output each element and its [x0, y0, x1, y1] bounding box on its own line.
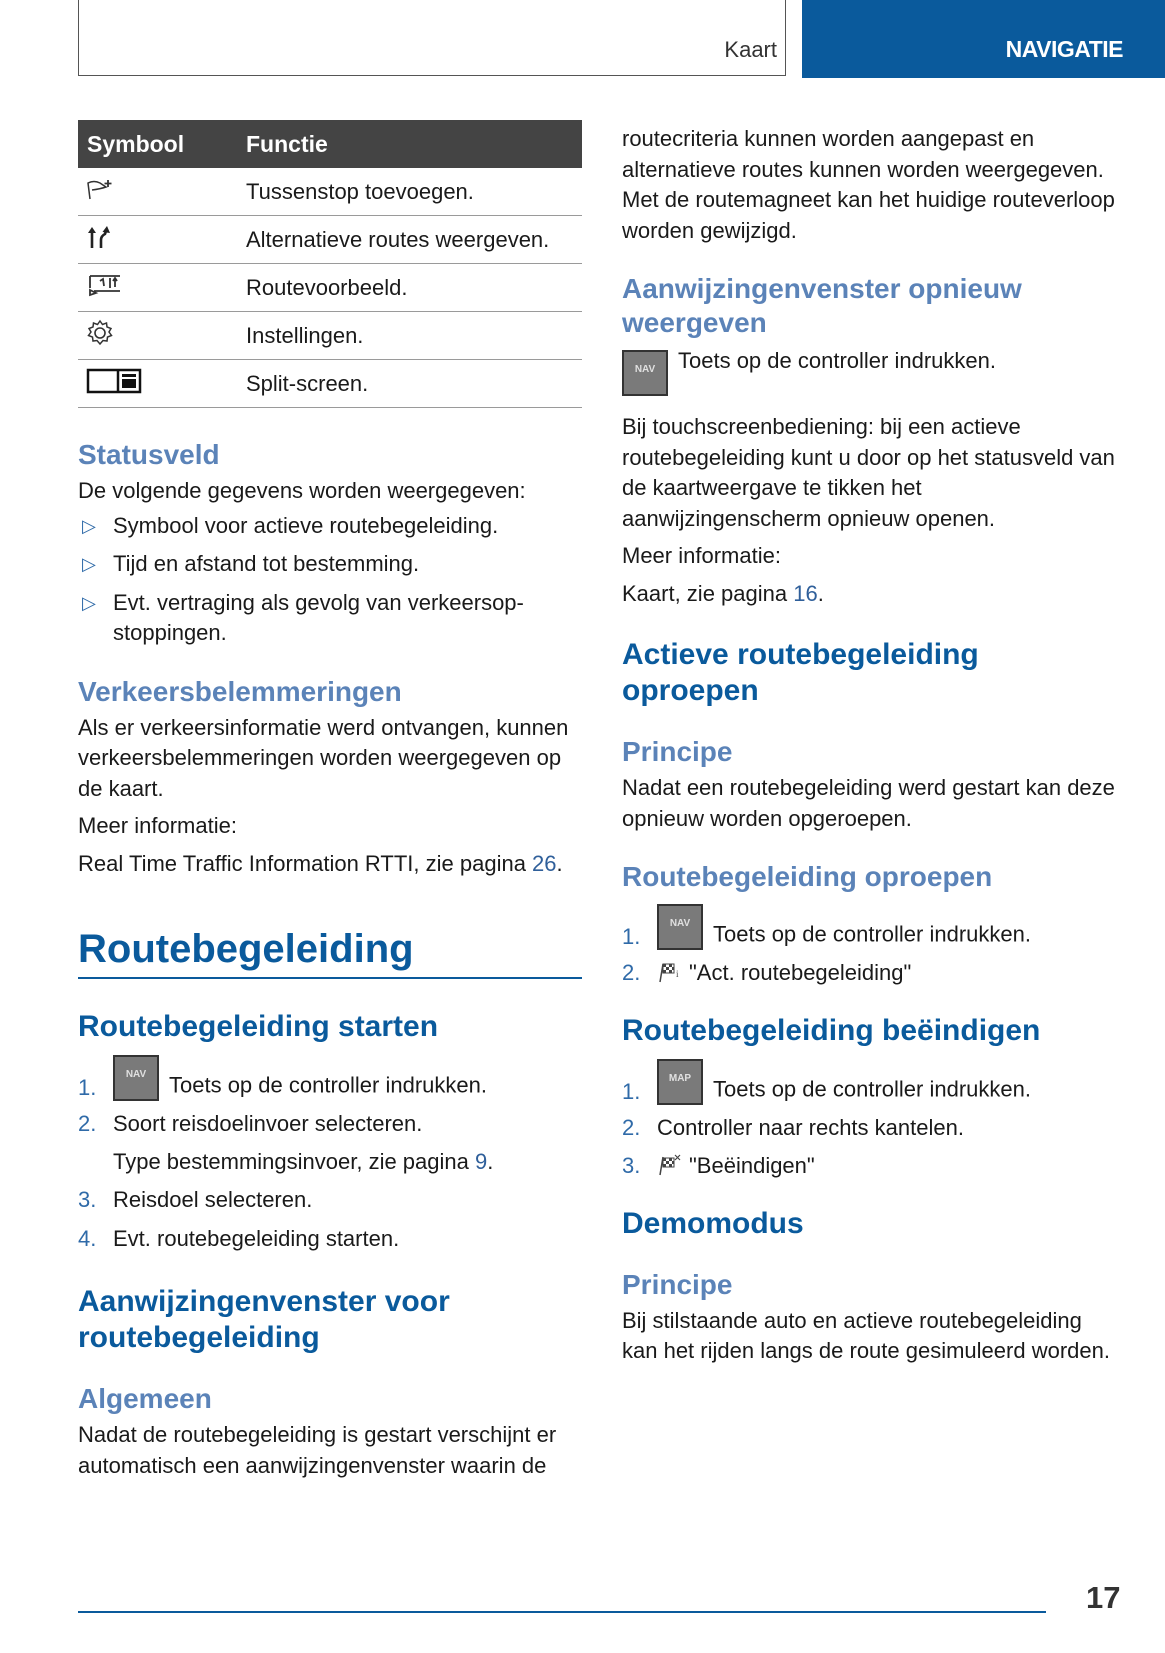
list-item: 3. "Beëindigen" — [622, 1153, 815, 1178]
statusveld-list — [78, 511, 582, 649]
table-cell-function: Alternatieve routes weergeven. — [246, 216, 582, 264]
route-preview-icon — [86, 278, 122, 303]
table-header-row — [78, 120, 582, 168]
list-item: 1. MAP Toets op de controller indrukken. — [622, 1059, 1122, 1105]
opnieuw-key-step: NAV Toets op de controller indrukken. — [622, 350, 1122, 396]
opnieuw-heading: Aanwijzingenvenster opnieuw weergeven — [622, 273, 1022, 338]
nav-key-icon: NAV — [113, 1055, 159, 1101]
symbol-table — [78, 120, 582, 408]
page-number: 17 — [1086, 1580, 1121, 1615]
verkeer-heading: Verkeersbelemmeringen — [78, 675, 402, 707]
table-row — [78, 360, 582, 408]
gear-icon — [86, 327, 114, 352]
nav-key-icon: NAV — [657, 904, 703, 950]
algemeen-body: Nadat de routebegeleiding is gestart verschijnt er automatisch een aanwijzingenvenster waarin de — [78, 1422, 557, 1478]
continued-text: routecriteria kunnen worden aangepast en alternatieve routes kunnen worden weergegeven. Met de routemagneet kan het huidige routeverloop worden gewijzigd. — [622, 126, 1115, 243]
table-row — [78, 312, 582, 360]
demo-principe-heading: Principe — [622, 1268, 733, 1300]
demo-heading: Demomodus — [622, 1206, 804, 1240]
oproepen-sub-heading: Routebegeleiding oproepen — [622, 861, 993, 892]
table-cell-function: Split-screen. — [246, 360, 582, 408]
table-row — [78, 168, 582, 216]
routebegeleiding-title: Routebegeleiding — [78, 925, 582, 979]
algemeen-heading: Algemeen — [78, 1383, 212, 1414]
header-chapter-tab: NAVIGATIE — [802, 0, 1165, 78]
verkeer-section — [78, 675, 582, 880]
table-header-function: Functie — [246, 120, 582, 168]
oproepen-section — [622, 637, 1122, 989]
opnieuw-section — [622, 272, 1122, 609]
statusveld-heading: Statusveld — [78, 439, 220, 470]
opnieuw-more-info: Meer informatie: — [622, 543, 781, 568]
triangle-bullet-icon: ▷ — [82, 515, 96, 536]
list-item: 2. Controller naar rechts kantelen. — [622, 1114, 964, 1140]
header-box — [78, 0, 786, 76]
table-cell-function: Tussenstop toevoegen. — [246, 168, 582, 216]
checkered-flag-x-icon — [657, 1154, 681, 1176]
alternative-routes-icon — [86, 230, 114, 255]
split-screen-icon — [86, 374, 142, 399]
starten-steps — [78, 1055, 582, 1254]
starten-heading: Routebegeleiding starten — [78, 1010, 439, 1043]
list-item: ▷ Tijd en afstand tot bestemming. — [78, 549, 582, 580]
oproepen-principe-body: Nadat een routebegeleiding werd gestart kan deze opnieuw worden opgeroepen. — [622, 775, 1115, 831]
oproepen-steps — [622, 904, 1122, 989]
list-item: ▷ Evt. vertraging als gevolg van verkeersop-stoppingen. — [82, 589, 524, 645]
verkeer-reference: Real Time Traffic Information RTTI, zie pagina 26. — [78, 850, 563, 876]
triangle-bullet-icon: ▷ — [82, 592, 96, 613]
list-item: 3. Reisdoel selecteren. — [78, 1187, 313, 1212]
routebegeleiding-section — [78, 925, 582, 1481]
page-link[interactable]: 9 — [474, 1148, 488, 1174]
map-key-icon: MAP — [657, 1059, 703, 1105]
statusveld-intro: De volgende gegevens worden weergegeven: — [78, 478, 526, 503]
list-item: 2. Soort reisdoelinvoer selecteren. Type bestemmingsinvoer, zie pagina 9. — [78, 1111, 494, 1174]
beeindigen-steps — [622, 1059, 1122, 1182]
list-item: 2. i "Act. routebegeleiding" — [622, 960, 912, 985]
right-column — [622, 124, 1122, 1367]
table-row — [78, 216, 582, 264]
checkered-flag-info-icon — [657, 961, 681, 983]
statusveld-section — [78, 438, 582, 649]
list-item: ▷ Symbool voor actieve routebegeleiding. — [78, 511, 582, 542]
aanwijzing-heading: Aanwijzingenvenster voor routebegeleiding — [78, 1285, 450, 1354]
list-item: 1. NAV Toets op de controller indrukken. — [622, 904, 1122, 950]
table-row — [78, 264, 582, 312]
svg-text:i: i — [676, 969, 679, 979]
triangle-bullet-icon: ▷ — [82, 554, 96, 574]
footer-divider — [78, 1611, 1046, 1613]
table-cell-function: Instellingen. — [246, 312, 582, 360]
oproepen-principe-heading: Principe — [622, 736, 733, 767]
header-section-title: Kaart — [724, 37, 777, 62]
nav-key-icon: NAV — [622, 350, 668, 396]
beeindigen-section — [622, 1013, 1122, 1182]
flag-plus-icon — [86, 181, 116, 206]
list-item: 1. NAV Toets op de controller indrukken. — [78, 1055, 582, 1101]
list-item: 4. Evt. routebegeleiding starten. — [78, 1225, 400, 1251]
demo-principe-body: Bij stilstaande auto en actieve routebegeleiding kan het rijden langs de route gesimuleerd worden. — [622, 1307, 1110, 1363]
verkeer-body: Als er verkeersinformatie werd ontvangen, kunnen verkeersbelemmeringen worden weergegeven op de kaart. — [78, 714, 569, 801]
beeindigen-heading: Routebegeleiding beëindigen — [622, 1013, 1041, 1047]
verkeer-more-info: Meer informatie: — [78, 813, 237, 838]
page-link[interactable]: 26 — [532, 850, 557, 876]
left-column — [78, 120, 582, 1481]
table-header-symbol: Symbool — [78, 120, 246, 168]
demo-section — [622, 1206, 1122, 1367]
table-cell-function: Routevoorbeeld. — [246, 264, 582, 312]
opnieuw-body: Bij touchscreenbediening: bij een actieve routebegeleiding kunt u door op het statusveld van de kaartweergave te tikken het aanwijzingenscherm opnieuw openen. — [622, 414, 1115, 531]
opnieuw-reference: Kaart, zie pagina 16. — [622, 580, 824, 606]
oproepen-heading: Actieve routebegeleiding oproepen — [622, 638, 979, 707]
page-link[interactable]: 16 — [793, 580, 818, 606]
